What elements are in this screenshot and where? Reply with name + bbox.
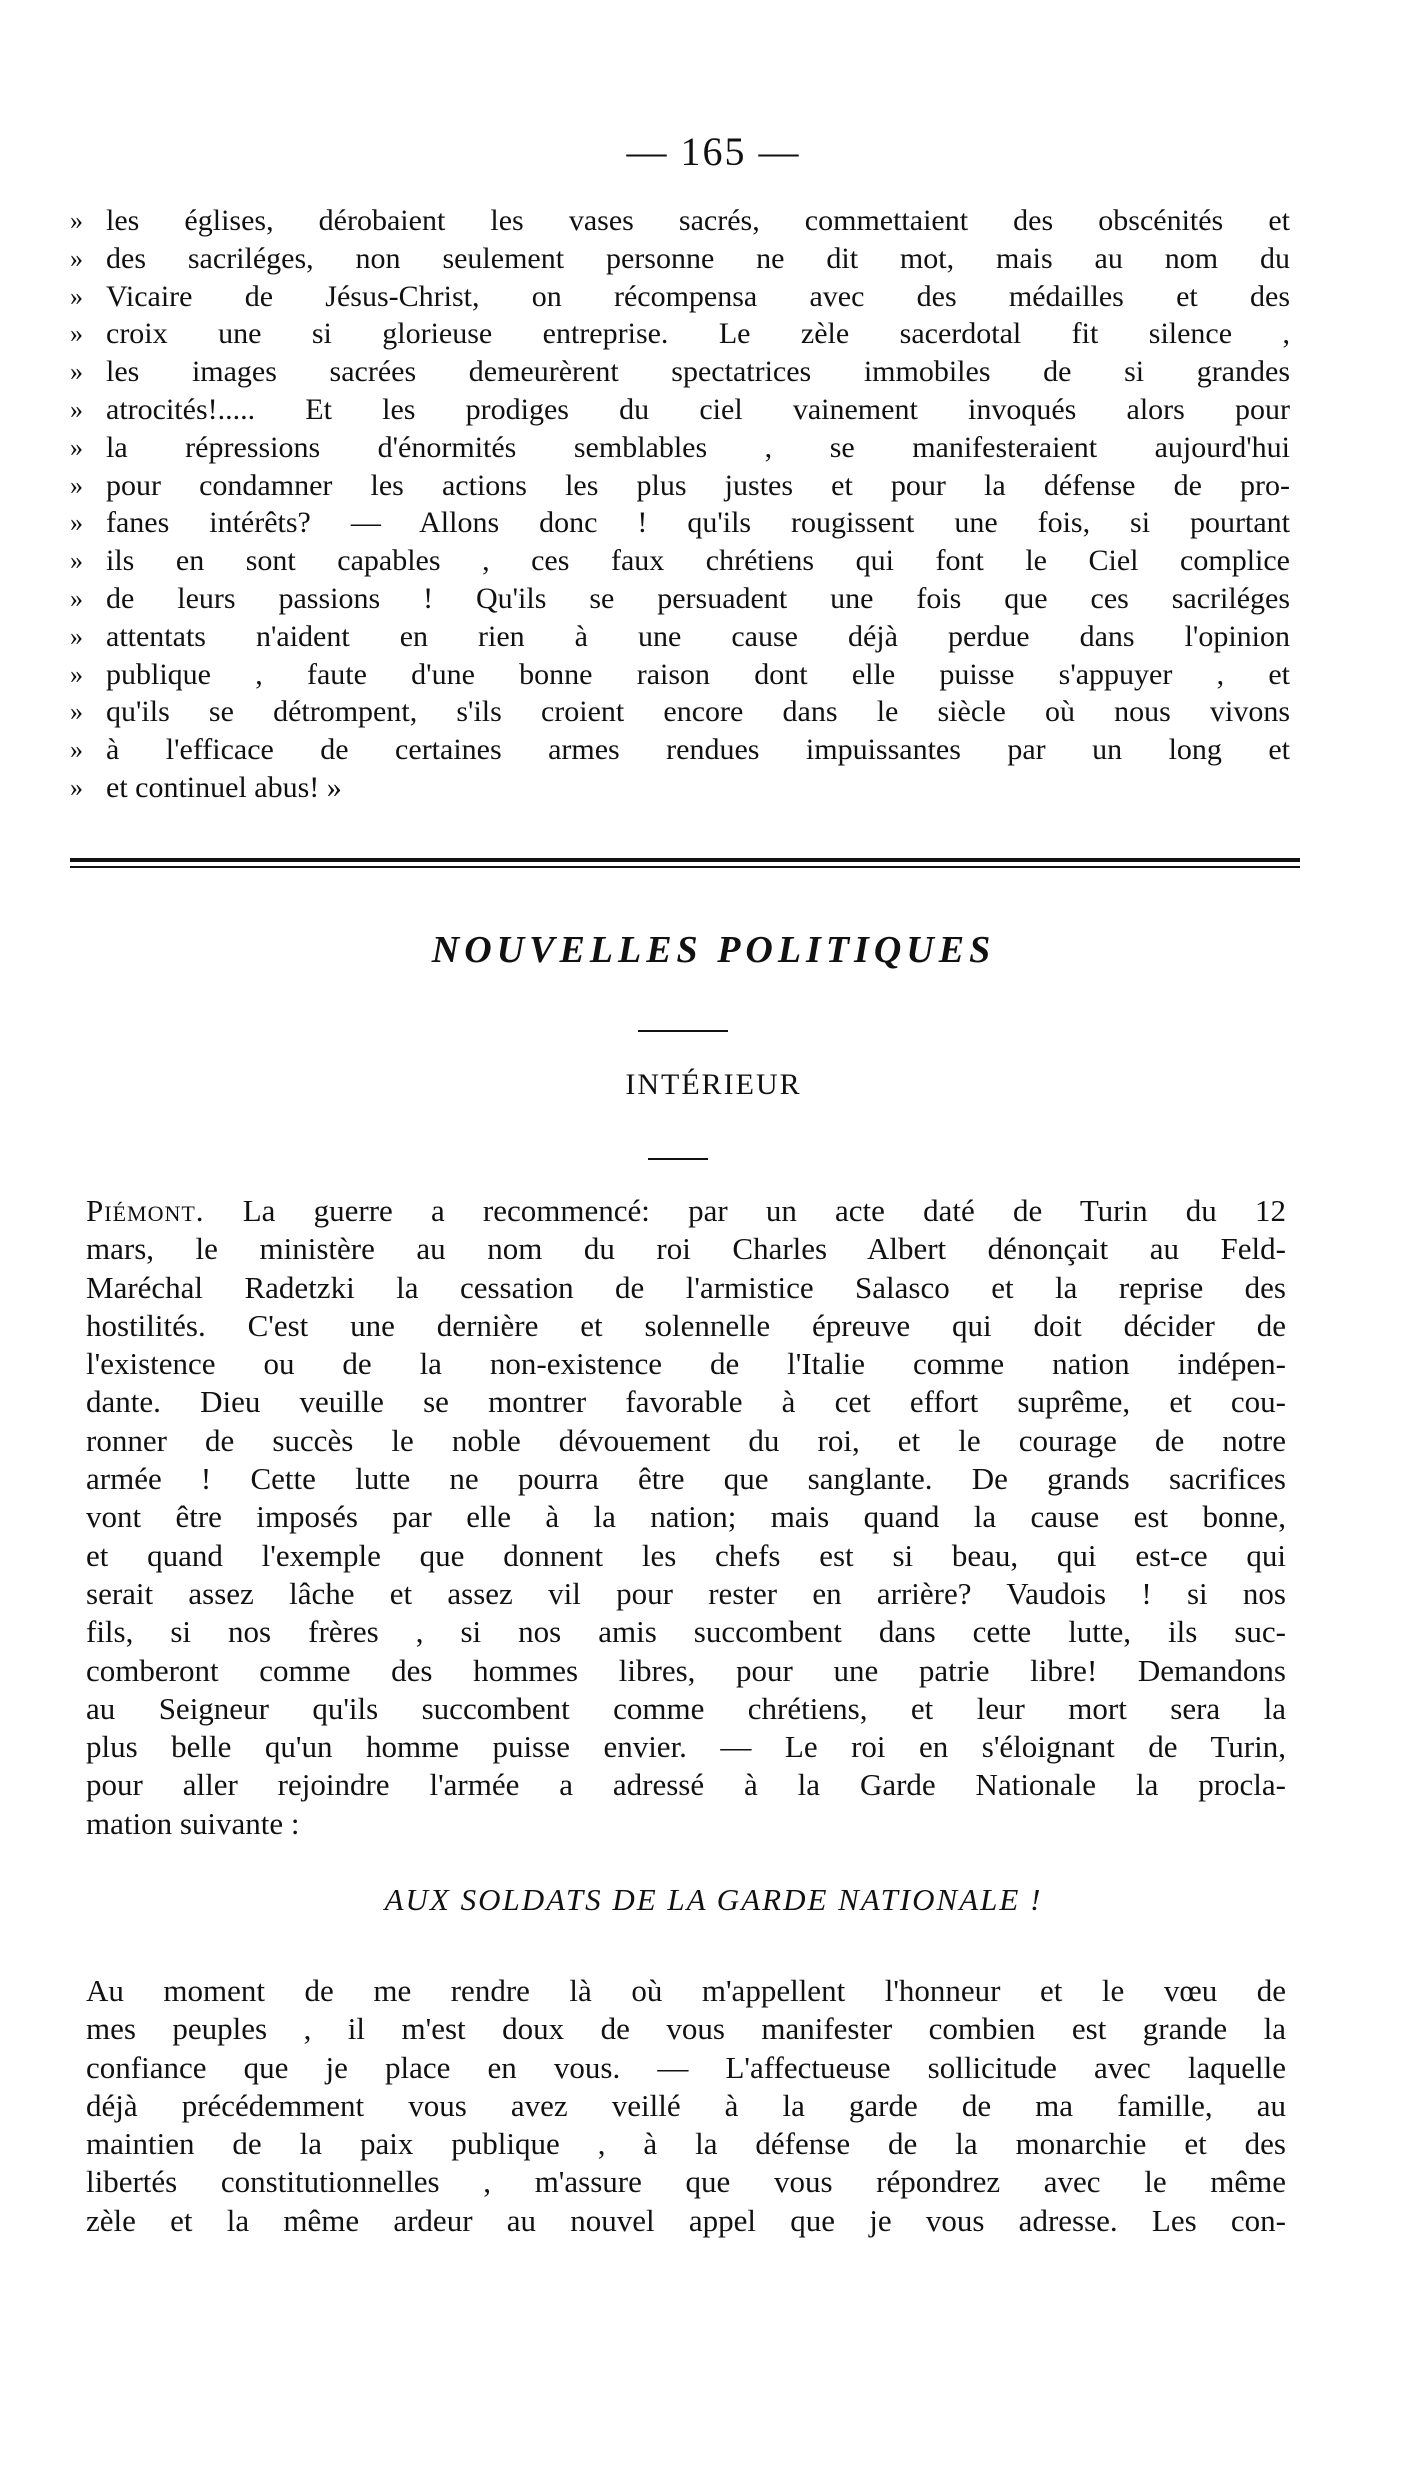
quote-line	[70, 618, 1290, 656]
article-line	[86, 1766, 1286, 1804]
quote-line-text: fanes intérêts? — Allons donc ! qu'ils rougissent une fois, si pourtant	[106, 506, 1290, 540]
quote-line-text: publique , faute d'une bonne raison dont elle puisse s'appuyer , et	[106, 657, 1290, 691]
article-line	[86, 1805, 1286, 1843]
quote-line	[70, 278, 1290, 316]
article-line	[86, 1383, 1286, 1421]
quote-line-text: des sacriléges, non seulement personne ne dit mot, mais au nom du	[106, 241, 1290, 275]
article-line-text: pour aller rejoindre l'armée a adressé à la Garde Nationale la procla-	[86, 1767, 1286, 1803]
article-line-text: l'existence ou de la non-existence de l'Italie comme nation indépen-	[86, 1346, 1286, 1382]
article-line-text: armée ! Cette lutte ne pourra être que sanglante. De grands sacrifices	[86, 1461, 1286, 1497]
proclamation-line: libertés constitutionnelles , m'assure que vous répondrez avec le même	[86, 2164, 1286, 2200]
quote-mark: »	[70, 206, 83, 235]
quote-line-text: croix une si glorieuse entreprise. Le zèle sacerdotal fit silence ,	[106, 317, 1290, 351]
quote-line	[70, 202, 1290, 240]
quote-mark: »	[70, 432, 83, 462]
quote-mark: »	[70, 319, 83, 349]
quote-mark: »	[70, 357, 83, 387]
quote-mark: »	[70, 243, 83, 273]
article-line	[86, 1345, 1286, 1383]
proclamation-line: Au moment de me rendre là où m'appellent l'honneur et le vœu de	[86, 1973, 1286, 2008]
quote-line	[70, 769, 1290, 807]
article-line-text: vont être imposés par elle à la nation; mais quand la cause est bonne,	[86, 1499, 1286, 1535]
quote-line	[70, 429, 1290, 467]
quote-line	[70, 656, 1290, 694]
quote-line-text: de leurs passions ! Qu'ils se persuadent une fois que ces sacriléges	[106, 581, 1290, 615]
article-line	[86, 1613, 1286, 1651]
article-line	[86, 1307, 1286, 1345]
page-number: — 165 —	[626, 129, 801, 174]
article-line-text: fils, si nos frères , si nos amis succombent dans cette lutte, ils suc-	[86, 1614, 1286, 1650]
quote-mark: »	[70, 546, 83, 576]
quote-line	[70, 731, 1290, 769]
title-rule	[638, 1030, 728, 1032]
divider-thick-rule	[70, 858, 1300, 862]
article-line-text: et quand l'exemple que donnent les chefs est si beau, qui est-ce qui	[86, 1537, 1286, 1573]
article-line	[86, 1230, 1286, 1268]
quote-line-text: attentats n'aident en rien à une cause déjà perdue dans l'opinion	[106, 619, 1290, 653]
article-line	[86, 1575, 1286, 1613]
quote-line-text: les églises, dérobaient les vases sacrés, commettaient des obscénités et	[106, 204, 1290, 237]
article-line	[86, 1422, 1286, 1460]
article-line	[86, 1498, 1286, 1536]
quote-mark: »	[70, 394, 83, 424]
quote-line	[70, 467, 1290, 505]
quote-line	[70, 580, 1290, 618]
quote-mark: »	[70, 281, 83, 311]
quote-line	[70, 391, 1290, 429]
quote-line	[70, 693, 1290, 731]
subsection-rule	[648, 1158, 708, 1160]
proclamation-line: maintien de la paix publique , à la défense de la monarchie et des	[86, 2126, 1286, 2162]
quote-mark: »	[70, 583, 83, 613]
quote-line-text: pour condamner les actions les plus justes et pour la défense de pro-	[106, 468, 1290, 502]
proclamation-line: zèle et la même ardeur au nouvel appel que je vous adresse. Les con-	[86, 2202, 1286, 2238]
article-line	[86, 1269, 1286, 1307]
proclamation-line: déjà précédemment vous avez veillé à la garde de ma famille, au	[86, 2087, 1286, 2123]
quote-line-text: Vicaire de Jésus-Christ, on récompensa avec des médailles et des	[106, 279, 1290, 313]
article-line-text: mars, le ministère au nom du roi Charles Albert dénonçait au Feld-	[86, 1231, 1286, 1267]
article-line	[86, 1537, 1286, 1575]
quote-mark: »	[70, 470, 83, 500]
quote-line-text: ils en sont capables , ces faux chrétiens qui font le Ciel complice	[106, 544, 1290, 578]
article-line-text: dante. Dieu veuille se montrer favorable à cet effort suprême, et cou-	[86, 1384, 1286, 1420]
quote-mark: »	[70, 697, 83, 727]
quote-mark: »	[70, 659, 83, 689]
article-line-text: plus belle qu'un homme puisse envier. — Le roi en s'éloignant de Turin,	[86, 1729, 1286, 1765]
article-line-text: serait assez lâche et assez vil pour rester en arrière? Vaudois ! si nos	[86, 1575, 1286, 1611]
article-line-text: La guerre a recommencé: par un acte daté de Turin du 12	[242, 1193, 1286, 1228]
quotation-block	[70, 202, 1290, 807]
quote-mark: »	[70, 772, 83, 802]
quote-line-text: et continuel abus! »	[106, 770, 342, 804]
article-line-text: ronner de succès le noble dévouement du roi, et le courage de notre	[86, 1422, 1286, 1458]
article-body	[86, 1192, 1286, 1843]
subsection-title: INTÉRIEUR	[625, 1068, 802, 1101]
article-line-text: Maréchal Radetzki la cessation de l'armistice Salasco et la reprise des	[86, 1269, 1286, 1305]
quote-line-text: à l'efficace de certaines armes rendues impuissantes par un long et	[106, 733, 1290, 767]
quote-line-text: atrocités!..... Et les prodiges du ciel vainement invoqués alors pour	[106, 392, 1290, 426]
article-line	[86, 1192, 1286, 1230]
quote-line	[70, 315, 1290, 353]
quote-mark: »	[70, 621, 83, 651]
quote-line-text: les images sacrées demeurèrent spectatrices immobiles de si grandes	[106, 355, 1290, 389]
divider-thin-rule	[70, 866, 1300, 868]
quote-mark: »	[70, 508, 83, 538]
article-line-text: mation suivante :	[86, 1805, 300, 1841]
section-title: NOUVELLES POLITIQUES	[431, 929, 996, 971]
article-line	[86, 1690, 1286, 1728]
article-line-text: hostilités. C'est une dernière et solennelle épreuve qui doit décider de	[86, 1307, 1286, 1343]
proclamation-title: AUX SOLDATS DE LA GARDE NATIONALE !	[384, 1882, 1043, 1917]
article-lead: Piémont.	[86, 1193, 205, 1228]
proclamation-line: confiance que je place en vous. — L'affectueuse sollicitude avec laquelle	[86, 2049, 1286, 2085]
quote-line	[70, 542, 1290, 580]
section-divider	[70, 858, 1300, 868]
quote-line	[70, 353, 1290, 391]
quote-mark: »	[70, 735, 83, 765]
article-line	[86, 1652, 1286, 1690]
quote-line	[70, 240, 1290, 278]
quote-line-text: la répressions d'énormités semblables , se manifesteraient aujourd'hui	[106, 430, 1290, 464]
proclamation-line: mes peuples , il m'est doux de vous manifester combien est grande la	[86, 2011, 1286, 2047]
article-line	[86, 1728, 1286, 1766]
article-line	[86, 1460, 1286, 1498]
article-line-text: comberont comme des hommes libres, pour une patrie libre! Demandons	[86, 1652, 1286, 1688]
quote-line-text: qu'ils se détrompent, s'ils croient encore dans le siècle où nous vivons	[106, 695, 1290, 729]
article-line-text: au Seigneur qu'ils succombent comme chrétiens, et leur mort sera la	[86, 1690, 1286, 1726]
quote-line	[70, 504, 1290, 542]
proclamation-body	[86, 1972, 1286, 2240]
